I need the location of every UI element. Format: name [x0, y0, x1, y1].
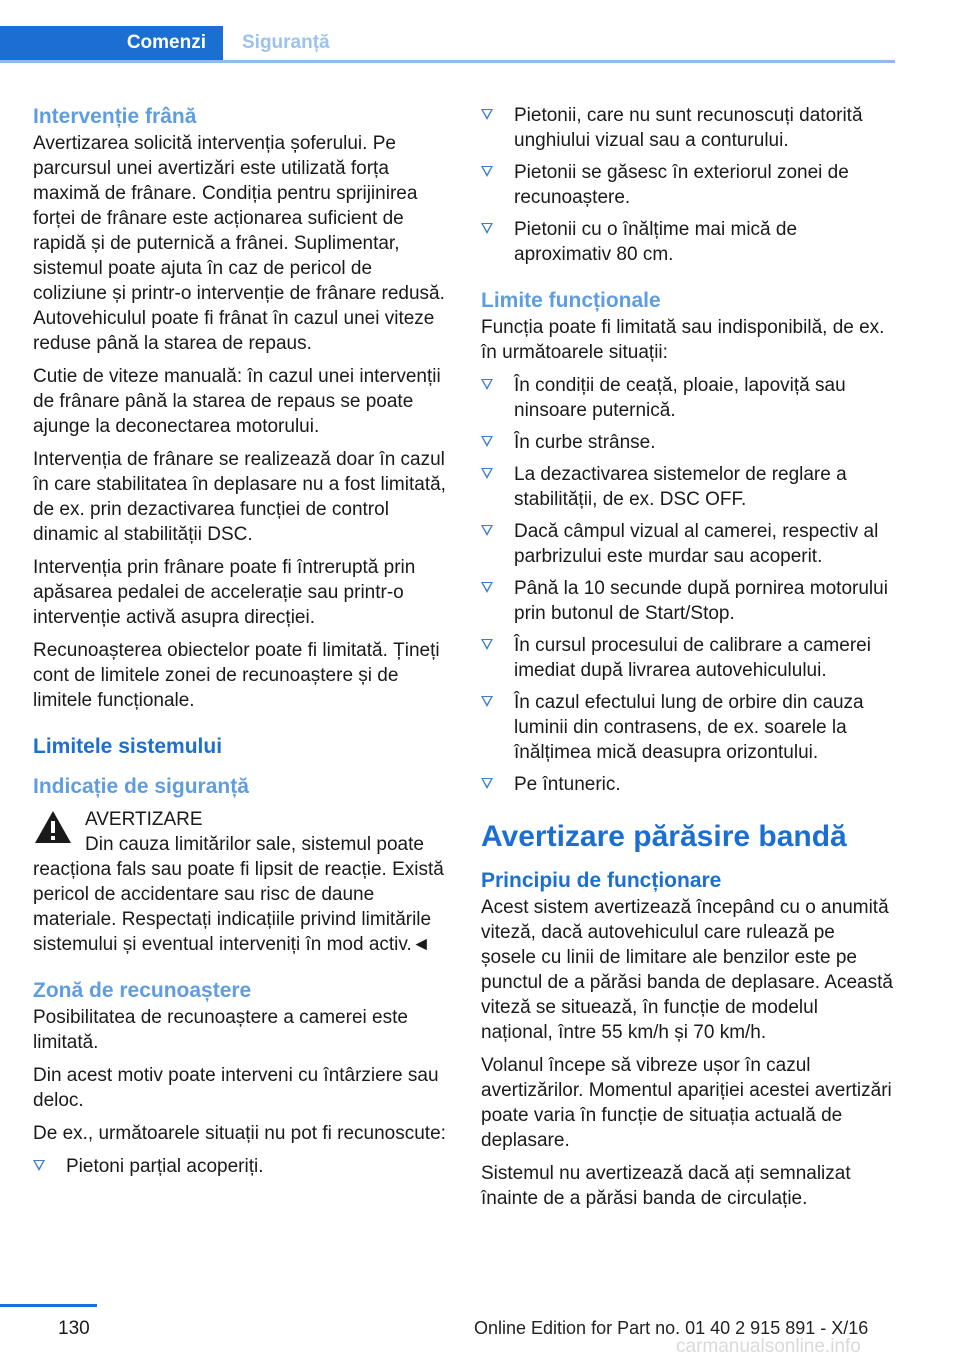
warning-triangle-icon [33, 809, 73, 845]
bullet-triangle-icon [481, 696, 493, 707]
right-column [481, 103, 894, 1219]
paragraph: Intervenția de frânare se realizează doar în cazul în care stabilitatea în deplasare nu a fost limitată, de ex. prin dezactivarea funcției de control dinamic al stabilității DSC. [33, 449, 446, 545]
list-item: În cazul efectului lung de orbire din cauza luminii din contrasens, de ex. soarele la înălțimea mică deasupra orizontului. [481, 690, 894, 765]
paragraph: Cutie de viteze manuală: în cazul unei intervenții de frânare până la starea de repaus se poate ajunge la deconectarea motorului. [33, 366, 441, 437]
tab-siguranta-label: Siguranță [242, 32, 330, 53]
list-item: Pietonii cu o înălțime mai mică de aproximativ 80 cm. [481, 217, 894, 267]
bullet-triangle-icon [481, 525, 493, 536]
paragraph: Sistemul nu avertizează dacă ați semnalizat înainte de a părăsi banda de circulație. [481, 1163, 851, 1209]
warning-title: AVERTIZARE [85, 809, 203, 830]
bullet-triangle-icon [481, 379, 493, 390]
heading-interventie-frana: Intervenție frână [33, 105, 197, 128]
list-item: Pe întuneric. [481, 772, 894, 797]
bullet-triangle-icon [481, 223, 493, 234]
header-rule [0, 60, 895, 63]
bullet-list [481, 373, 894, 797]
paragraph: Recunoașterea obiectelor poate fi limitată. Țineți cont de limitele zonei de recunoaștere și de limitele funcționale. [33, 640, 440, 711]
edition-text: Online Edition for Part no. 01 40 2 915 891 - X/16 [474, 1318, 869, 1338]
warning-text: Din cauza limitărilor sale, sistemul poate reacționa fals sau poate fi lipsit de reacție. Există pericol de accidentare sau risc de daune materiale. Respectați indicațiile privind limitările sistemului și eventual interveniți în mod activ.◄ [33, 834, 444, 955]
left-column [33, 103, 448, 1187]
heading-indicatie-siguranta: Indicație de siguranță [33, 775, 249, 798]
paragraph: Volanul începe să vibreze ușor în cazul avertizărilor. Momentul apariției acestei avertizări poate varia în funcție de situația actuală de deplasare. [481, 1055, 892, 1151]
paragraph: Posibilitatea de recunoaștere a camerei este limitată. [33, 1007, 408, 1053]
paragraph: Intervenția prin frânare poate fi întreruptă prin apăsarea pedalei de accelerație sau printr-o intervenție activă asupra direcției. [33, 557, 416, 628]
bullet-list [33, 1154, 448, 1179]
bullet-triangle-icon [481, 166, 493, 177]
list-item: Dacă câmpul vizual al camerei, respectiv al parbrizului este murdar sau acoperit. [481, 519, 894, 569]
header-tabbar [0, 26, 895, 60]
list-item: Pietoni parțial acoperiți. [33, 1154, 448, 1179]
tab-comenzi[interactable] [0, 26, 223, 60]
list-item: În curbe strânse. [481, 430, 894, 455]
paragraph: Acest sistem avertizează începând cu o anumită viteză, dacă autovehiculul care rulează pe șosele cu linii de limitare ale benzilor este pe punctul de a părăsi banda de deplasare. Această viteză se situează, în funcție de modelul național, între 55 km/h și 70 km/h. [481, 897, 893, 1043]
tab-comenzi-label: Comenzi [126, 32, 206, 53]
heading-zona-recunoastere: Zonă de recunoaștere [33, 979, 252, 1002]
bullet-triangle-icon [33, 1160, 45, 1171]
list-item: Până la 10 secunde după pornirea motorului prin butonul de Start/Stop. [481, 576, 894, 626]
footer-rule [0, 1304, 97, 1307]
heading-avertizare-parasire-banda: Avertizare părăsire bandă [481, 820, 847, 853]
list-item: Pietonii se găsesc în exteriorul zonei de recunoaștere. [481, 160, 894, 210]
list-item: Pietonii, care nu sunt recunoscuți datorită unghiului vizual sau a conturului. [481, 103, 894, 153]
heading-principiu-functionare: Principiu de funcționare [481, 869, 722, 892]
bullet-triangle-icon [481, 778, 493, 789]
tab-siguranta[interactable] [242, 26, 330, 60]
bullet-list [481, 103, 894, 267]
list-item: În condiții de ceață, ploaie, lapoviță sau ninsoare puternică. [481, 373, 894, 423]
page-number: 130 [58, 1318, 90, 1339]
paragraph: Funcția poate fi limitată sau indisponibilă, de ex. în următoarele situații: [481, 317, 885, 363]
heading-limitele-sistemului: Limitele sistemului [33, 735, 223, 758]
watermark: carmanualsonline.info [676, 1336, 861, 1357]
paragraph: Din acest motiv poate interveni cu întârziere sau deloc. [33, 1065, 439, 1111]
list-item: La dezactivarea sistemelor de reglare a stabilității, de ex. DSC OFF. [481, 462, 894, 512]
bullet-triangle-icon [481, 436, 493, 447]
warning-box [33, 807, 448, 957]
bullet-triangle-icon [481, 639, 493, 650]
bullet-triangle-icon [481, 582, 493, 593]
bullet-triangle-icon [481, 109, 493, 120]
paragraph: Avertizarea solicită intervenția șoferului. Pe parcursul unei avertizări este utilizată forța maximă de frânare. Condiția pentru sprijinirea forței de frânare este acționarea suficient de rapidă și de puternică a frânei. Suplimentar, sistemul poate ajuta în caz de pericol de coliziune și printr-o intervenție de frânare redusă. Autovehiculul poate fi frânat în cazul unei viteze reduse până la starea de repaus. [33, 133, 445, 354]
list-item: În cursul procesului de calibrare a camerei imediat după livrarea autovehiculului. [481, 633, 894, 683]
heading-limite-functionale: Limite funcționale [481, 289, 661, 312]
paragraph: De ex., următoarele situații nu pot fi recunoscute: [33, 1123, 446, 1144]
bullet-triangle-icon [481, 468, 493, 479]
